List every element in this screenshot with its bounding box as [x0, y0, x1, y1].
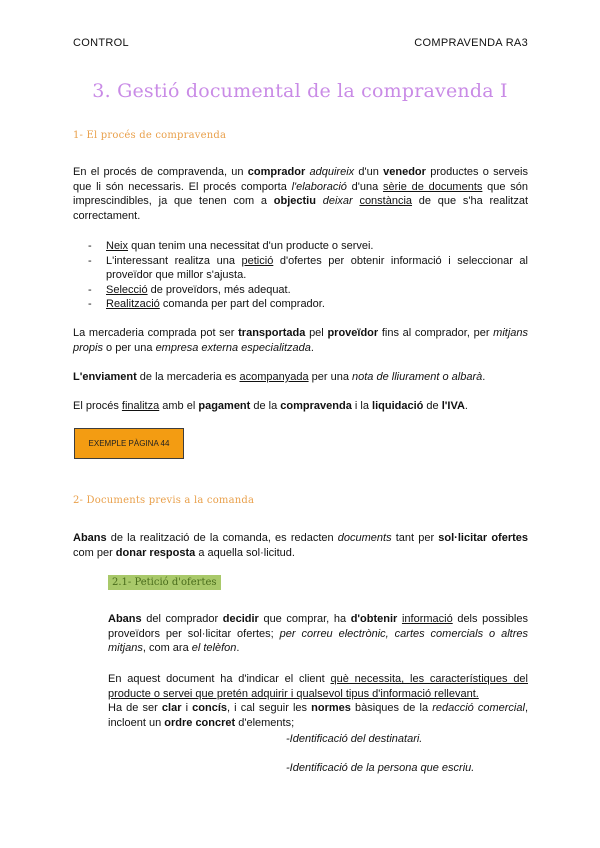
list-item: -Identificació del destinatari. [286, 733, 423, 745]
process-steps-list [88, 239, 528, 312]
header-left: CONTROL [73, 37, 129, 49]
paragraph-shipping: L'enviament de la mercaderia es acompanyada per una nota de lliurament o albarà. [73, 371, 486, 383]
paragraph-payment: El procés finalitza amb el pagament de la compravenda i la liquidació de l'IVA. [73, 400, 468, 412]
list-item: - Selecció de proveïdors, més adequat. [88, 283, 528, 298]
section-heading-2: 2- Documents previs a la comanda [73, 495, 255, 506]
paragraph-document-content: En aquest document ha d'indicar el client què necessita, les característiques del producte o servei que pretén adquirir i qualsevol tipus d'informació rellevant. Ha de ser clar i concís, i cal seguir les normes bàsiques de la redacció comercial, incloent un ordre concret d'elements; [108, 673, 529, 729]
paragraph-documents: Abans de la realització de la comanda, es redacten documents tant per sol·licitar ofertes com per donar resposta a aquella sol·licitud. [73, 532, 529, 559]
page-title: 3. Gestió documental de la compravenda I [92, 80, 508, 102]
list-item: -Identificació de la persona que escriu. [286, 762, 475, 774]
header-right: COMPRAVENDA RA3 [414, 37, 528, 49]
list-item: - Realització comanda per part del comprador. [88, 297, 528, 312]
example-page-button[interactable]: EXEMPLE PÀGINA 44 [74, 428, 184, 459]
list-item: - L'interessant realitza una petició d'ofertes per obtenir informació i seleccionar al proveïdor que millor s'ajusta. [88, 254, 528, 283]
paragraph-offer-request: Abans del comprador decidir que comprar, ha d'obtenir informació dels possibles proveïdors per sol·licitar ofertes; per correu electrònic, cartes comercials o altres mitjans, com ara el telèfon. [108, 613, 528, 655]
subsection-heading: 2.1- Petició d'ofertes [108, 575, 221, 590]
section-heading-1: 1- El procés de compravenda [73, 130, 227, 141]
paragraph-intro: En el procés de compravenda, un comprador adquireix d'un venedor productes o serveis que li són necessaris. El procés comporta l'elaboració d'una sèrie de documents que són imprescindibles, ja que tenen com a objectiu deixar constància de que s'ha realitzat correctament. [73, 166, 529, 222]
list-item: - Neix quan tenim una necessitat d'un producte o servei. [88, 239, 528, 254]
paragraph-transport: La mercaderia comprada pot ser transportada pel proveïdor fins al comprador, per mitjans propis o per una empresa externa especialitzada. [73, 327, 529, 354]
